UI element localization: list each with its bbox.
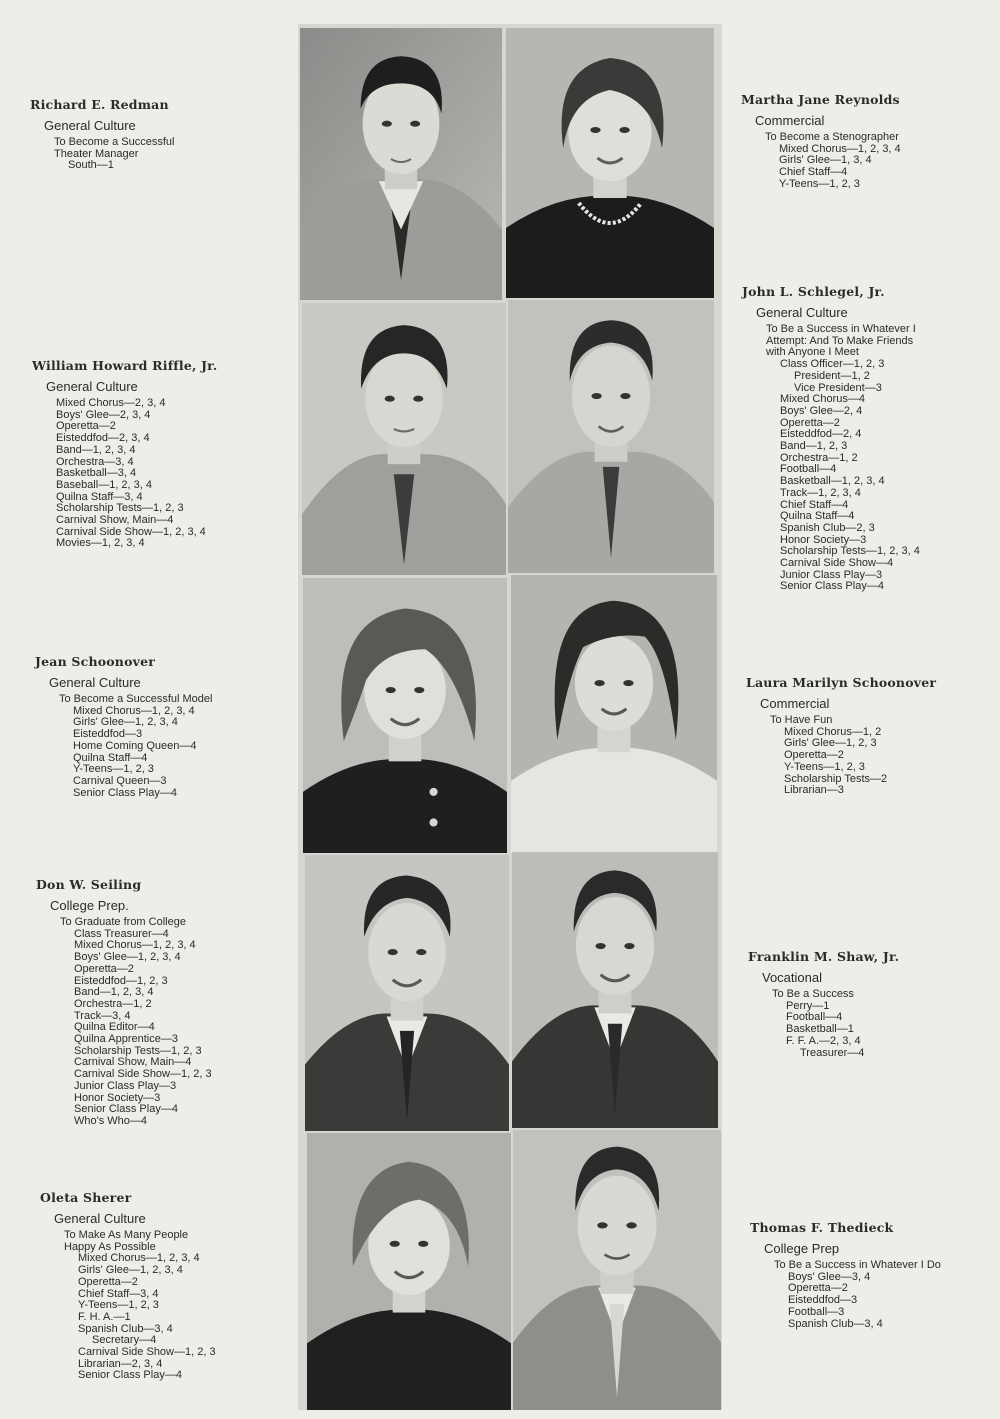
activity-list bbox=[772, 989, 899, 1059]
activity-item: To Become a Successful Model bbox=[59, 693, 213, 705]
entry-oleta-sherer bbox=[40, 1190, 216, 1382]
activity-item: Senior Class Play—4 bbox=[74, 1103, 178, 1116]
portrait-photo-sherer bbox=[307, 1133, 511, 1410]
activity-item: Vice President—3 bbox=[794, 381, 882, 394]
portrait-photo-shaw bbox=[512, 852, 718, 1128]
activity-item: Carnival Side Show—4 bbox=[780, 557, 894, 570]
activity-item: Baseball—1, 2, 3, 4 bbox=[56, 478, 153, 491]
activity-item: Eisteddfod—1, 2, 3 bbox=[74, 974, 168, 987]
portrait-photo-thedieck bbox=[513, 1130, 721, 1410]
activity-item: Quilna Staff—4 bbox=[73, 751, 148, 764]
student-course: Vocational bbox=[762, 970, 822, 985]
student-course: General Culture bbox=[49, 675, 141, 690]
activity-list bbox=[60, 917, 212, 1128]
activity-item: Movies—1, 2, 3, 4 bbox=[56, 537, 145, 550]
entry-laura-schoonover bbox=[746, 675, 936, 797]
activity-item: Honor Society—3 bbox=[74, 1091, 161, 1104]
student-name: Jean Schoonover bbox=[35, 654, 156, 669]
activity-list bbox=[765, 132, 901, 191]
activity-item: Orchestra—1, 2 bbox=[780, 451, 858, 464]
activity-item: Chief Staff—4 bbox=[780, 498, 849, 511]
activity-item: Operetta—2 bbox=[780, 416, 840, 429]
entry-richard-redman bbox=[30, 97, 174, 172]
activity-item: Quilna Staff—4 bbox=[780, 510, 855, 523]
activity-item: Spanish Club—2, 3 bbox=[780, 521, 875, 534]
activity-item: Football—4 bbox=[786, 1011, 843, 1024]
portrait-photo-seiling bbox=[305, 855, 509, 1131]
student-name: John L. Schlegel, Jr. bbox=[742, 284, 885, 299]
entry-martha-reynolds bbox=[741, 92, 901, 191]
activity-list bbox=[54, 137, 174, 172]
activity-item: Happy As Possible bbox=[64, 1240, 156, 1253]
activity-item: Senior Class Play—4 bbox=[780, 580, 884, 593]
activity-item: Who's Who—4 bbox=[74, 1114, 148, 1127]
student-course: General Culture bbox=[54, 1211, 146, 1226]
activity-item: Eisteddfod—3 bbox=[788, 1294, 858, 1307]
activity-item: Boys' Glee—1, 2, 3, 4 bbox=[74, 951, 181, 964]
activity-list bbox=[774, 1260, 941, 1330]
activity-item: Perry—1 bbox=[786, 999, 830, 1012]
activity-item: Senior Class Play—4 bbox=[78, 1369, 182, 1382]
activity-item: To Become a Successful bbox=[54, 136, 175, 148]
activity-item: Band—1, 2, 3, 4 bbox=[56, 443, 136, 456]
activity-item: Mixed Chorus—1, 2, 3, 4 bbox=[779, 142, 901, 155]
activity-item: Track—1, 2, 3, 4 bbox=[780, 486, 861, 499]
activity-item: Secretary—4 bbox=[92, 1334, 157, 1347]
activity-item: Eisteddfod—3 bbox=[73, 728, 143, 741]
activity-item: Boys' Glee—3, 4 bbox=[788, 1270, 871, 1283]
entry-william-riffle bbox=[32, 358, 217, 550]
student-name: William Howard Riffle, Jr. bbox=[32, 358, 218, 373]
activity-item: Eisteddfod—2, 4 bbox=[780, 428, 862, 441]
activity-item: Carnival Queen—3 bbox=[73, 774, 167, 787]
activity-item: Quilna Editor—4 bbox=[74, 1021, 155, 1034]
activity-item: Carnival Side Show—1, 2, 3, 4 bbox=[56, 525, 206, 538]
activity-item: F. H. A.—1 bbox=[78, 1310, 131, 1323]
portrait-photo-laura-schoonover bbox=[511, 575, 717, 853]
student-name: Oleta Sherer bbox=[40, 1190, 132, 1205]
activity-item: Y-Teens—1, 2, 3 bbox=[78, 1299, 159, 1312]
activity-item: Chief Staff—3, 4 bbox=[78, 1287, 159, 1300]
activity-list bbox=[770, 715, 936, 797]
activity-item: Operetta—2 bbox=[74, 962, 134, 975]
activity-item: To Be a Success bbox=[772, 988, 854, 1000]
activity-item: Theater Manager bbox=[54, 147, 139, 160]
portrait-photo-riffle bbox=[302, 303, 506, 575]
activity-item: Mixed Chorus—1, 2, 3, 4 bbox=[78, 1252, 200, 1265]
activity-item: Treasurer—4 bbox=[800, 1046, 865, 1059]
activity-item: To Graduate from College bbox=[60, 916, 186, 928]
activity-item: Eisteddfod—2, 3, 4 bbox=[56, 432, 150, 445]
activity-item: President—1, 2 bbox=[794, 369, 870, 382]
activity-item: Scholarship Tests—1, 2, 3 bbox=[56, 502, 184, 515]
activity-item: Carnival Show, Main—4 bbox=[74, 1056, 192, 1069]
student-name: Franklin M. Shaw, Jr. bbox=[748, 949, 900, 964]
activity-item: Basketball—3, 4 bbox=[56, 467, 137, 480]
activity-item: Senior Class Play—4 bbox=[73, 786, 177, 799]
student-name: Richard E. Redman bbox=[30, 97, 169, 112]
activity-item: Mixed Chorus—4 bbox=[780, 393, 865, 406]
activity-item: Girls' Glee—1, 2, 3 bbox=[784, 737, 877, 750]
portrait-photo-reynolds bbox=[506, 28, 714, 298]
activity-item: Mixed Chorus—1, 2, 3, 4 bbox=[74, 939, 196, 952]
activity-item: Carnival Side Show—1, 2, 3 bbox=[78, 1346, 216, 1359]
activity-item: Football—4 bbox=[780, 463, 837, 476]
activity-item: Spanish Club—3, 4 bbox=[78, 1322, 173, 1335]
entry-john-schlegel bbox=[742, 284, 920, 593]
activity-item: To Make As Many People bbox=[64, 1229, 189, 1241]
entry-don-seiling bbox=[36, 877, 212, 1128]
activity-item: Scholarship Tests—1, 2, 3 bbox=[74, 1044, 202, 1057]
activity-item: Band—1, 2, 3, 4 bbox=[74, 986, 154, 999]
student-course: General Culture bbox=[44, 118, 136, 133]
portrait-photo-schlegel bbox=[508, 300, 714, 573]
activity-item: Mixed Chorus—1, 2, 3, 4 bbox=[73, 704, 195, 717]
activity-item: To Become a Stenographer bbox=[765, 131, 899, 143]
activity-item: Mixed Chorus—1, 2 bbox=[784, 725, 882, 738]
activity-item: Basketball—1 bbox=[786, 1023, 854, 1036]
entry-franklin-shaw bbox=[748, 949, 899, 1059]
activity-item: Operetta—2 bbox=[784, 749, 844, 762]
activity-item: Y-Teens—1, 2, 3 bbox=[779, 177, 860, 190]
activity-item: Track—3, 4 bbox=[74, 1009, 131, 1022]
activity-item: Quilna Apprentice—3 bbox=[74, 1033, 178, 1046]
activity-item: Girls' Glee—1, 3, 4 bbox=[779, 154, 872, 167]
student-course: Commercial bbox=[755, 113, 825, 128]
activity-item: Mixed Chorus—2, 3, 4 bbox=[56, 397, 166, 409]
activity-item: Boys' Glee—2, 4 bbox=[780, 404, 863, 417]
activity-item: Band—1, 2, 3 bbox=[780, 440, 848, 453]
activity-list bbox=[59, 694, 212, 799]
activity-item: with Anyone I Meet bbox=[766, 346, 859, 359]
activity-item: Home Coming Queen—4 bbox=[73, 739, 197, 752]
activity-item: Operetta—2 bbox=[788, 1282, 848, 1295]
activity-item: F. F. A.—2, 3, 4 bbox=[786, 1034, 861, 1047]
activity-item: Honor Society—3 bbox=[780, 533, 867, 546]
activity-item: Attempt: And To Make Friends bbox=[766, 334, 914, 347]
entry-jean-schoonover bbox=[35, 654, 212, 799]
activity-item: Scholarship Tests—2 bbox=[784, 772, 888, 785]
activity-item: Orchestra—1, 2 bbox=[74, 997, 152, 1010]
student-name: Thomas F. Thedieck bbox=[750, 1220, 894, 1235]
portrait-photo-redman bbox=[300, 28, 502, 300]
activity-list bbox=[766, 324, 920, 593]
activity-item: Operetta—2 bbox=[78, 1275, 138, 1288]
student-course: General Culture bbox=[756, 305, 848, 320]
activity-item: Boys' Glee—2, 3, 4 bbox=[56, 408, 151, 421]
student-name: Laura Marilyn Schoonover bbox=[746, 675, 937, 690]
activity-item: Spanish Club—3, 4 bbox=[788, 1317, 883, 1330]
activity-item: To Have Fun bbox=[770, 714, 833, 726]
activity-item: Junior Class Play—3 bbox=[780, 568, 883, 581]
activity-item: Class Officer—1, 2, 3 bbox=[780, 358, 885, 371]
activity-item: Girls' Glee—1, 2, 3, 4 bbox=[73, 716, 178, 729]
activity-item: Y-Teens—1, 2, 3 bbox=[784, 760, 865, 773]
student-course: Commercial bbox=[760, 696, 830, 711]
student-course: College Prep. bbox=[50, 898, 129, 913]
activity-item: Class Treasurer—4 bbox=[74, 927, 169, 940]
activity-item: Orchestra—3, 4 bbox=[56, 455, 134, 468]
activity-item: To Be a Success in Whatever I Do bbox=[774, 1259, 941, 1271]
activity-item: Junior Class Play—3 bbox=[74, 1079, 177, 1092]
activity-item: South—1 bbox=[68, 159, 114, 172]
activity-item: Scholarship Tests—1, 2, 3, 4 bbox=[780, 545, 920, 558]
student-course: General Culture bbox=[46, 379, 138, 394]
activity-item: To Be a Success in Whatever I bbox=[766, 323, 916, 335]
activity-item: Operetta—2 bbox=[56, 420, 116, 433]
entry-thomas-thedieck bbox=[750, 1220, 941, 1330]
activity-item: Football—3 bbox=[788, 1305, 845, 1318]
student-name: Don W. Seiling bbox=[36, 877, 142, 892]
student-name: Martha Jane Reynolds bbox=[741, 92, 900, 107]
activity-item: Librarian—3 bbox=[784, 784, 844, 797]
student-course: College Prep bbox=[764, 1241, 840, 1256]
activity-item: Carnival Show, Main—4 bbox=[56, 514, 174, 527]
activity-item: Quilna Staff—3, 4 bbox=[56, 490, 143, 503]
activity-item: Carnival Side Show—1, 2, 3 bbox=[74, 1068, 212, 1081]
activity-list bbox=[56, 398, 217, 550]
activity-item: Y-Teens—1, 2, 3 bbox=[73, 763, 154, 776]
portrait-photo-jean-schoonover bbox=[303, 578, 507, 853]
activity-list bbox=[64, 1230, 216, 1382]
activity-item: Basketball—1, 2, 3, 4 bbox=[780, 475, 885, 488]
activity-item: Chief Staff—4 bbox=[779, 166, 848, 179]
activity-item: Girls' Glee—1, 2, 3, 4 bbox=[78, 1264, 183, 1277]
activity-item: Librarian—2, 3, 4 bbox=[78, 1357, 163, 1370]
